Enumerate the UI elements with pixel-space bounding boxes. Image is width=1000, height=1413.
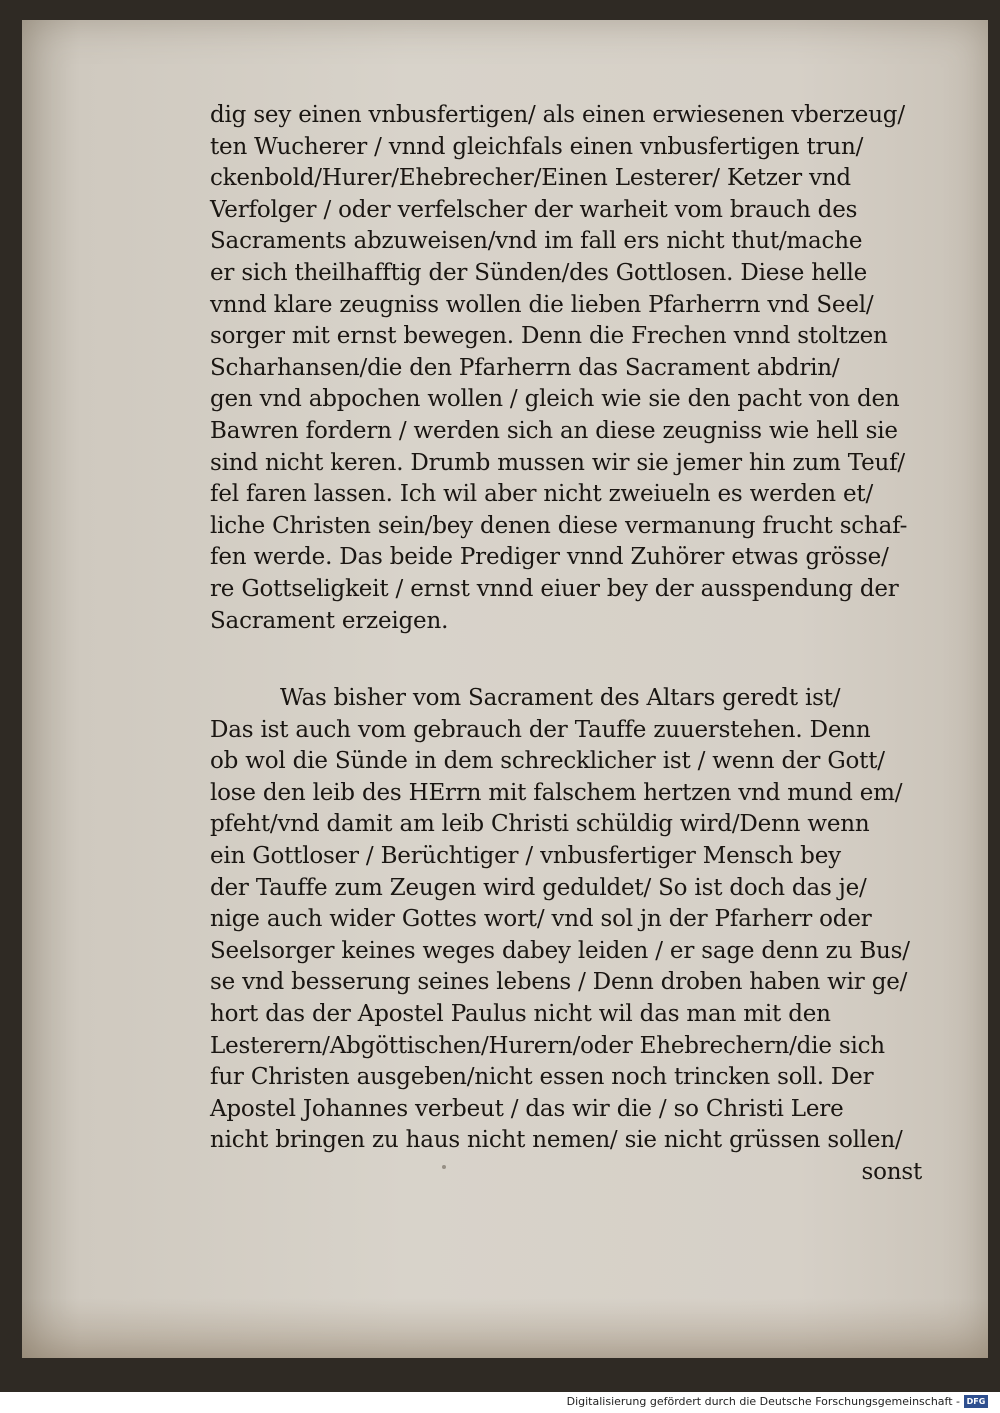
text-line: nicht bringen zu haus nicht nemen/ sie nicht grüssen sollen/ [210, 1127, 903, 1154]
text-line: Sacraments abzuweisen/vnd im fall ers nicht thut/mache [210, 228, 863, 255]
text-line: liche Christen sein/bey denen diese vermanung frucht schaf- [210, 512, 908, 539]
paragraph-2 [210, 683, 930, 1157]
text-line: Seelsorger keines weges dabey leiden / er sage denn zu Bus/ [210, 937, 910, 964]
text-line: Scharhansen/die den Pfarherrn das Sacrament abdrin/ [210, 354, 840, 381]
dfg-logo-icon: DFG [964, 1395, 988, 1408]
page-text [210, 100, 930, 1189]
text-line: lose den leib des HErrn mit falschem hertzen vnd mund em/ [210, 779, 903, 806]
paragraph-1 [210, 100, 930, 637]
text-line: ob wol die Sünde in dem schrecklicher ist / wenn der Gott/ [210, 748, 885, 775]
text-line: hort das der Apostel Paulus nicht wil das man mit den [210, 1001, 831, 1028]
text-line: dig sey einen vnbusfertigen/ als einen erwiesenen vberzeug/ [210, 102, 905, 128]
text-line: pfeht/vnd damit am leib Christi schüldig wird/Denn wenn [210, 811, 870, 838]
text-line: ein Gottloser / Berüchtiger / vnbusfertiger Mensch bey [210, 843, 841, 870]
text-line: er sich theilhafftig der Sünden/des Gottlosen. Diese helle [210, 259, 868, 286]
text-line: Das ist auch vom gebrauch der Tauffe zuuerstehen. Denn [210, 716, 871, 743]
text-line: Bawren fordern / werden sich an diese zeugniss wie hell sie [210, 417, 898, 444]
text-line: fur Christen ausgeben/nicht essen noch trincken soll. Der [210, 1064, 874, 1091]
dfg-credit: Digitalisierung gefördert durch die Deutsche Forschungsgemeinschaft - [566, 1395, 960, 1408]
text-line: nige auch wider Gottes wort/ vnd sol jn der Pfarherr oder [210, 906, 872, 933]
text-line: sorger mit ernst bewegen. Denn die Frechen vnnd stoltzen [210, 323, 888, 350]
footer-bar [0, 1392, 1000, 1413]
text-line: Sacrament erzeigen. [210, 607, 449, 634]
text-line: se vnd besserung seines lebens / Denn droben haben wir ge/ [210, 969, 908, 996]
text-line: Verfolger / oder verfelscher der warheit vom brauch des [210, 196, 858, 223]
text-line: der Tauffe zum Zeugen wird geduldet/ So ist doch das je/ [210, 874, 867, 901]
text-line: fen werde. Das beide Prediger vnnd Zuhörer etwas grösse/ [210, 544, 889, 571]
text-line: Apostel Johannes verbeut / das wir die / so Christi Lere [210, 1095, 844, 1122]
text-line: gen vnd abpochen wollen / gleich wie sie den pacht von den [210, 386, 900, 413]
catchword: sonst [861, 1159, 922, 1185]
paragraph-gap [210, 637, 930, 683]
text-line: vnnd klare zeugniss wollen die lieben Pfarherrn vnd Seel/ [210, 291, 874, 318]
text-line: fel faren lassen. Ich wil aber nicht zweiueln es werden et/ [210, 481, 873, 508]
text-line: Lesterern/Abgöttischen/Hurern/oder Ehebrechern/die sich [210, 1032, 885, 1059]
text-line: sind nicht keren. Drumb mussen wir sie jemer hin zum Teuf/ [210, 449, 905, 476]
text-line: ten Wucherer / vnnd gleichfals einen vnbusfertigen trun/ [210, 133, 864, 160]
text-line: re Gottseligkeit / ernst vnnd eiuer bey der ausspendung der [210, 575, 899, 602]
text-line: Was bisher vom Sacrament des Altars geredt ist/ [280, 685, 841, 712]
text-line: ckenbold/Hurer/Ehebrecher/Einen Lesterer/ Ketzer vnd [210, 165, 851, 192]
